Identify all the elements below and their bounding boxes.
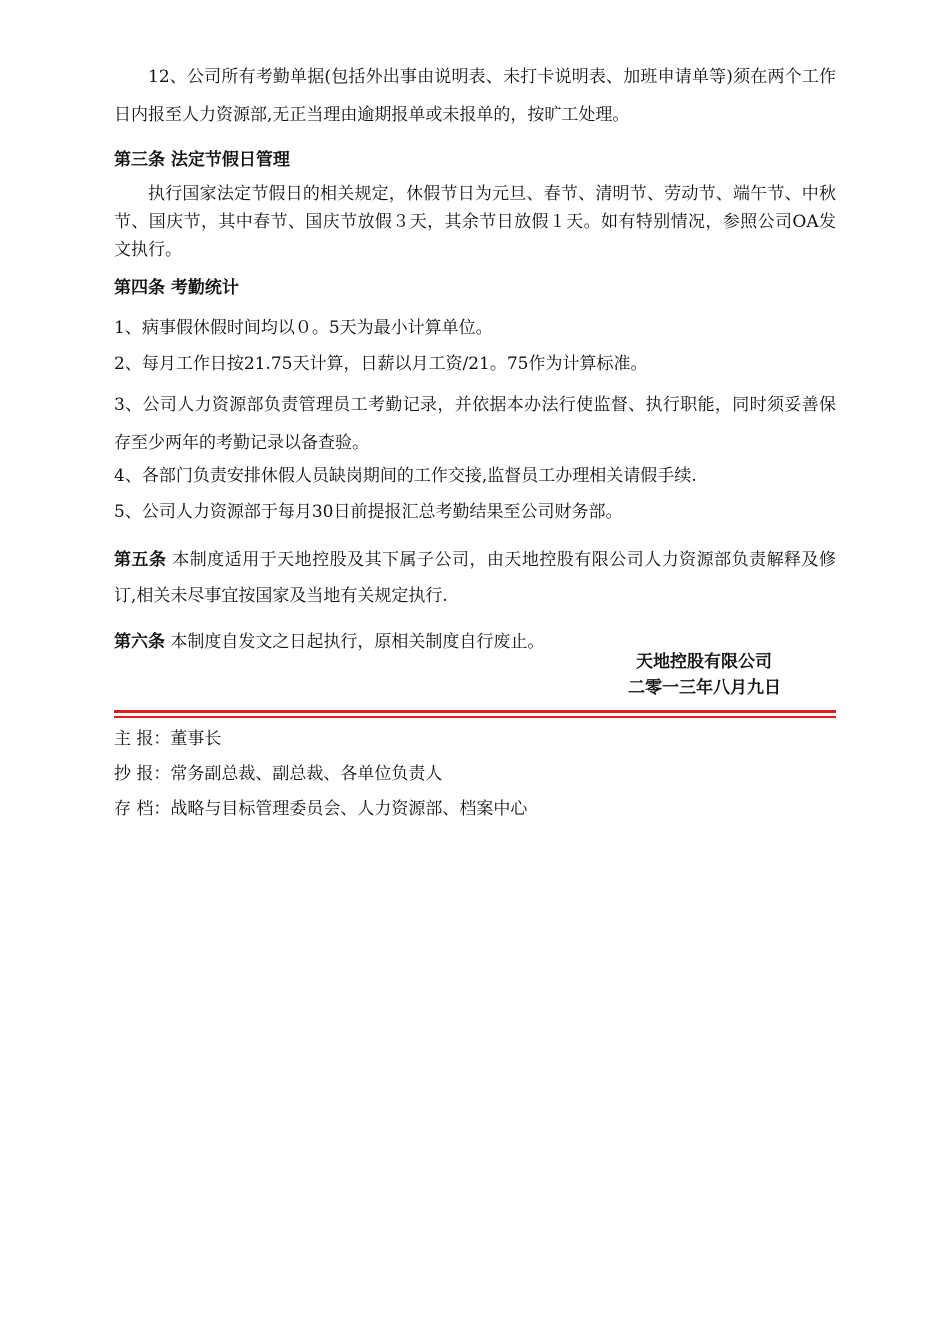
list-item: 3、公司人力资源部负责管理员工考勤记录，并依据本办法行使监督、执行职能，同时须妥善保存至少两年的考勤记录以备查验。 [114, 395, 836, 453]
item-12-paragraph: 12、公司所有考勤单据(包括外出事由说明表、未打卡说明表、加班申请单等)须在两个工作日内报至人力资源部,无正当理由逾期报单或未报单的，按旷工处理。 [114, 67, 836, 125]
article-3-heading: 第三条 法定节假日管理 [114, 150, 290, 170]
attendance-statistics-list [114, 314, 836, 526]
article-5-paragraph [114, 542, 836, 614]
document-body [114, 58, 836, 660]
list-item: 1、病事假休假时间均以０。5天为最小计算单位。 [114, 318, 493, 338]
list-item: 5、公司人力资源部于每月30日前提报汇总考勤结果至公司财务部。 [114, 502, 623, 522]
main-report-line: 主 报：董事长 [114, 729, 222, 749]
article-5-label: 第五条 [114, 550, 167, 570]
article-6-label: 第六条 [114, 632, 165, 652]
list-item: 2、每月工作日按21.75天计算，日薪以月工资/21。75作为计算标准。 [114, 354, 648, 374]
list-item: 4、各部门负责安排休假人员缺岗期间的工作交接,监督员工办理相关请假手续. [114, 466, 697, 486]
article-4-heading: 第四条 考勤统计 [114, 278, 239, 298]
article-3-body: 执行国家法定节假日的相关规定，休假节日为元旦、春节、清明节、劳动节、端午节、中秋节、国庆节，其中春节、国庆节放假３天，其余节日放假１天。如有特别情况，参照公司OA发文执行。 [114, 184, 836, 260]
red-divider-thick [114, 710, 836, 713]
article-5-body: 本制度适用于天地控股及其下属子公司，由天地控股有限公司人力资源部负责解释及修订,相关未尽事宜按国家及当地有关规定执行. [114, 550, 836, 606]
article-6-body: 本制度自发文之日起执行，原相关制度自行废止。 [165, 632, 545, 652]
red-divider-thin [114, 716, 836, 718]
issue-date: 二零一三年八月九日 [628, 678, 781, 698]
archive-line: 存 档：战略与目标管理委员会、人力资源部、档案中心 [114, 799, 528, 819]
issuer-company-name: 天地控股有限公司 [636, 652, 772, 672]
cc-report-line: 抄 报：常务副总裁、副总裁、各单位负责人 [114, 764, 443, 784]
